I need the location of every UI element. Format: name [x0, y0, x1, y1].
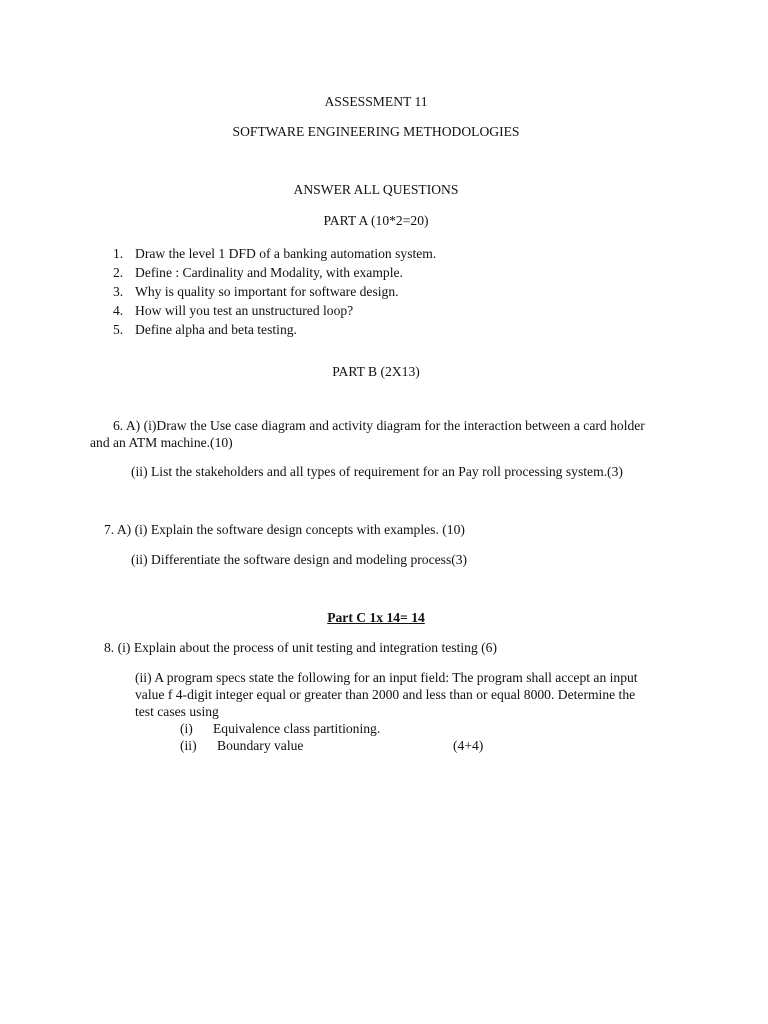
sub-item-text: Boundary value	[217, 738, 304, 753]
instruction-heading: ANSWER ALL QUESTIONS	[293, 182, 459, 197]
question-8-part-ii-line-3: test cases using	[135, 704, 219, 719]
question-8-part-ii-line-1: (ii) A program specs state the following for an input field: The program shall accept an input	[135, 670, 638, 685]
part-c-heading: Part C 1x 14= 14	[327, 610, 425, 625]
question-6-part-ii: (ii) List the stakeholders and all types of requirement for an Pay roll processing system.(3)	[131, 464, 623, 479]
question-number: 2.	[113, 265, 124, 280]
question-7-part-i: 7. A) (i) Explain the software design concepts with examples. (10)	[104, 522, 465, 537]
question-text: How will you test an unstructured loop?	[135, 303, 354, 318]
question-text: Why is quality so important for software design.	[135, 284, 399, 299]
question-6-line-2: and an ATM machine.(10)	[90, 435, 233, 450]
question-number: 5.	[113, 322, 124, 337]
list-item	[113, 264, 436, 283]
list-item	[113, 245, 436, 264]
question-number: 4.	[113, 303, 124, 318]
list-item	[180, 737, 303, 755]
question-number: 1.	[113, 246, 124, 261]
question-text: Draw the level 1 DFD of a banking automation system.	[135, 246, 437, 261]
list-item	[113, 302, 436, 321]
page-title: ASSESSMENT 11	[324, 94, 428, 109]
subject-title: SOFTWARE ENGINEERING METHODOLOGIES	[232, 124, 520, 139]
question-7-part-ii: (ii) Differentiate the software design and modeling process(3)	[131, 552, 468, 567]
question-8-part-i: 8. (i) Explain about the process of unit testing and integration testing (6)	[104, 640, 497, 655]
question-text: Define alpha and beta testing.	[135, 322, 297, 337]
marks-label: (4+4)	[453, 738, 484, 753]
question-number: 3.	[113, 284, 124, 299]
part-b-heading: PART B (2X13)	[332, 364, 420, 379]
list-item	[180, 720, 380, 738]
question-6-line-1: 6. A) (i)Draw the Use case diagram and activity diagram for the interaction between a card holder	[113, 418, 645, 433]
sub-item-number: (ii)	[180, 738, 197, 753]
sub-item-text: Equivalence class partitioning.	[213, 721, 381, 736]
part-a-heading: PART A (10*2=20)	[323, 213, 429, 228]
list-item	[113, 321, 436, 340]
question-8-part-ii-line-2: value f 4-digit integer equal or greater than 2000 and less than or equal 8000. Determine the	[135, 687, 636, 702]
list-item	[113, 283, 436, 302]
part-a-question-list	[113, 245, 436, 340]
question-text: Define : Cardinality and Modality, with example.	[135, 265, 403, 280]
sub-item-number: (i)	[180, 721, 193, 736]
